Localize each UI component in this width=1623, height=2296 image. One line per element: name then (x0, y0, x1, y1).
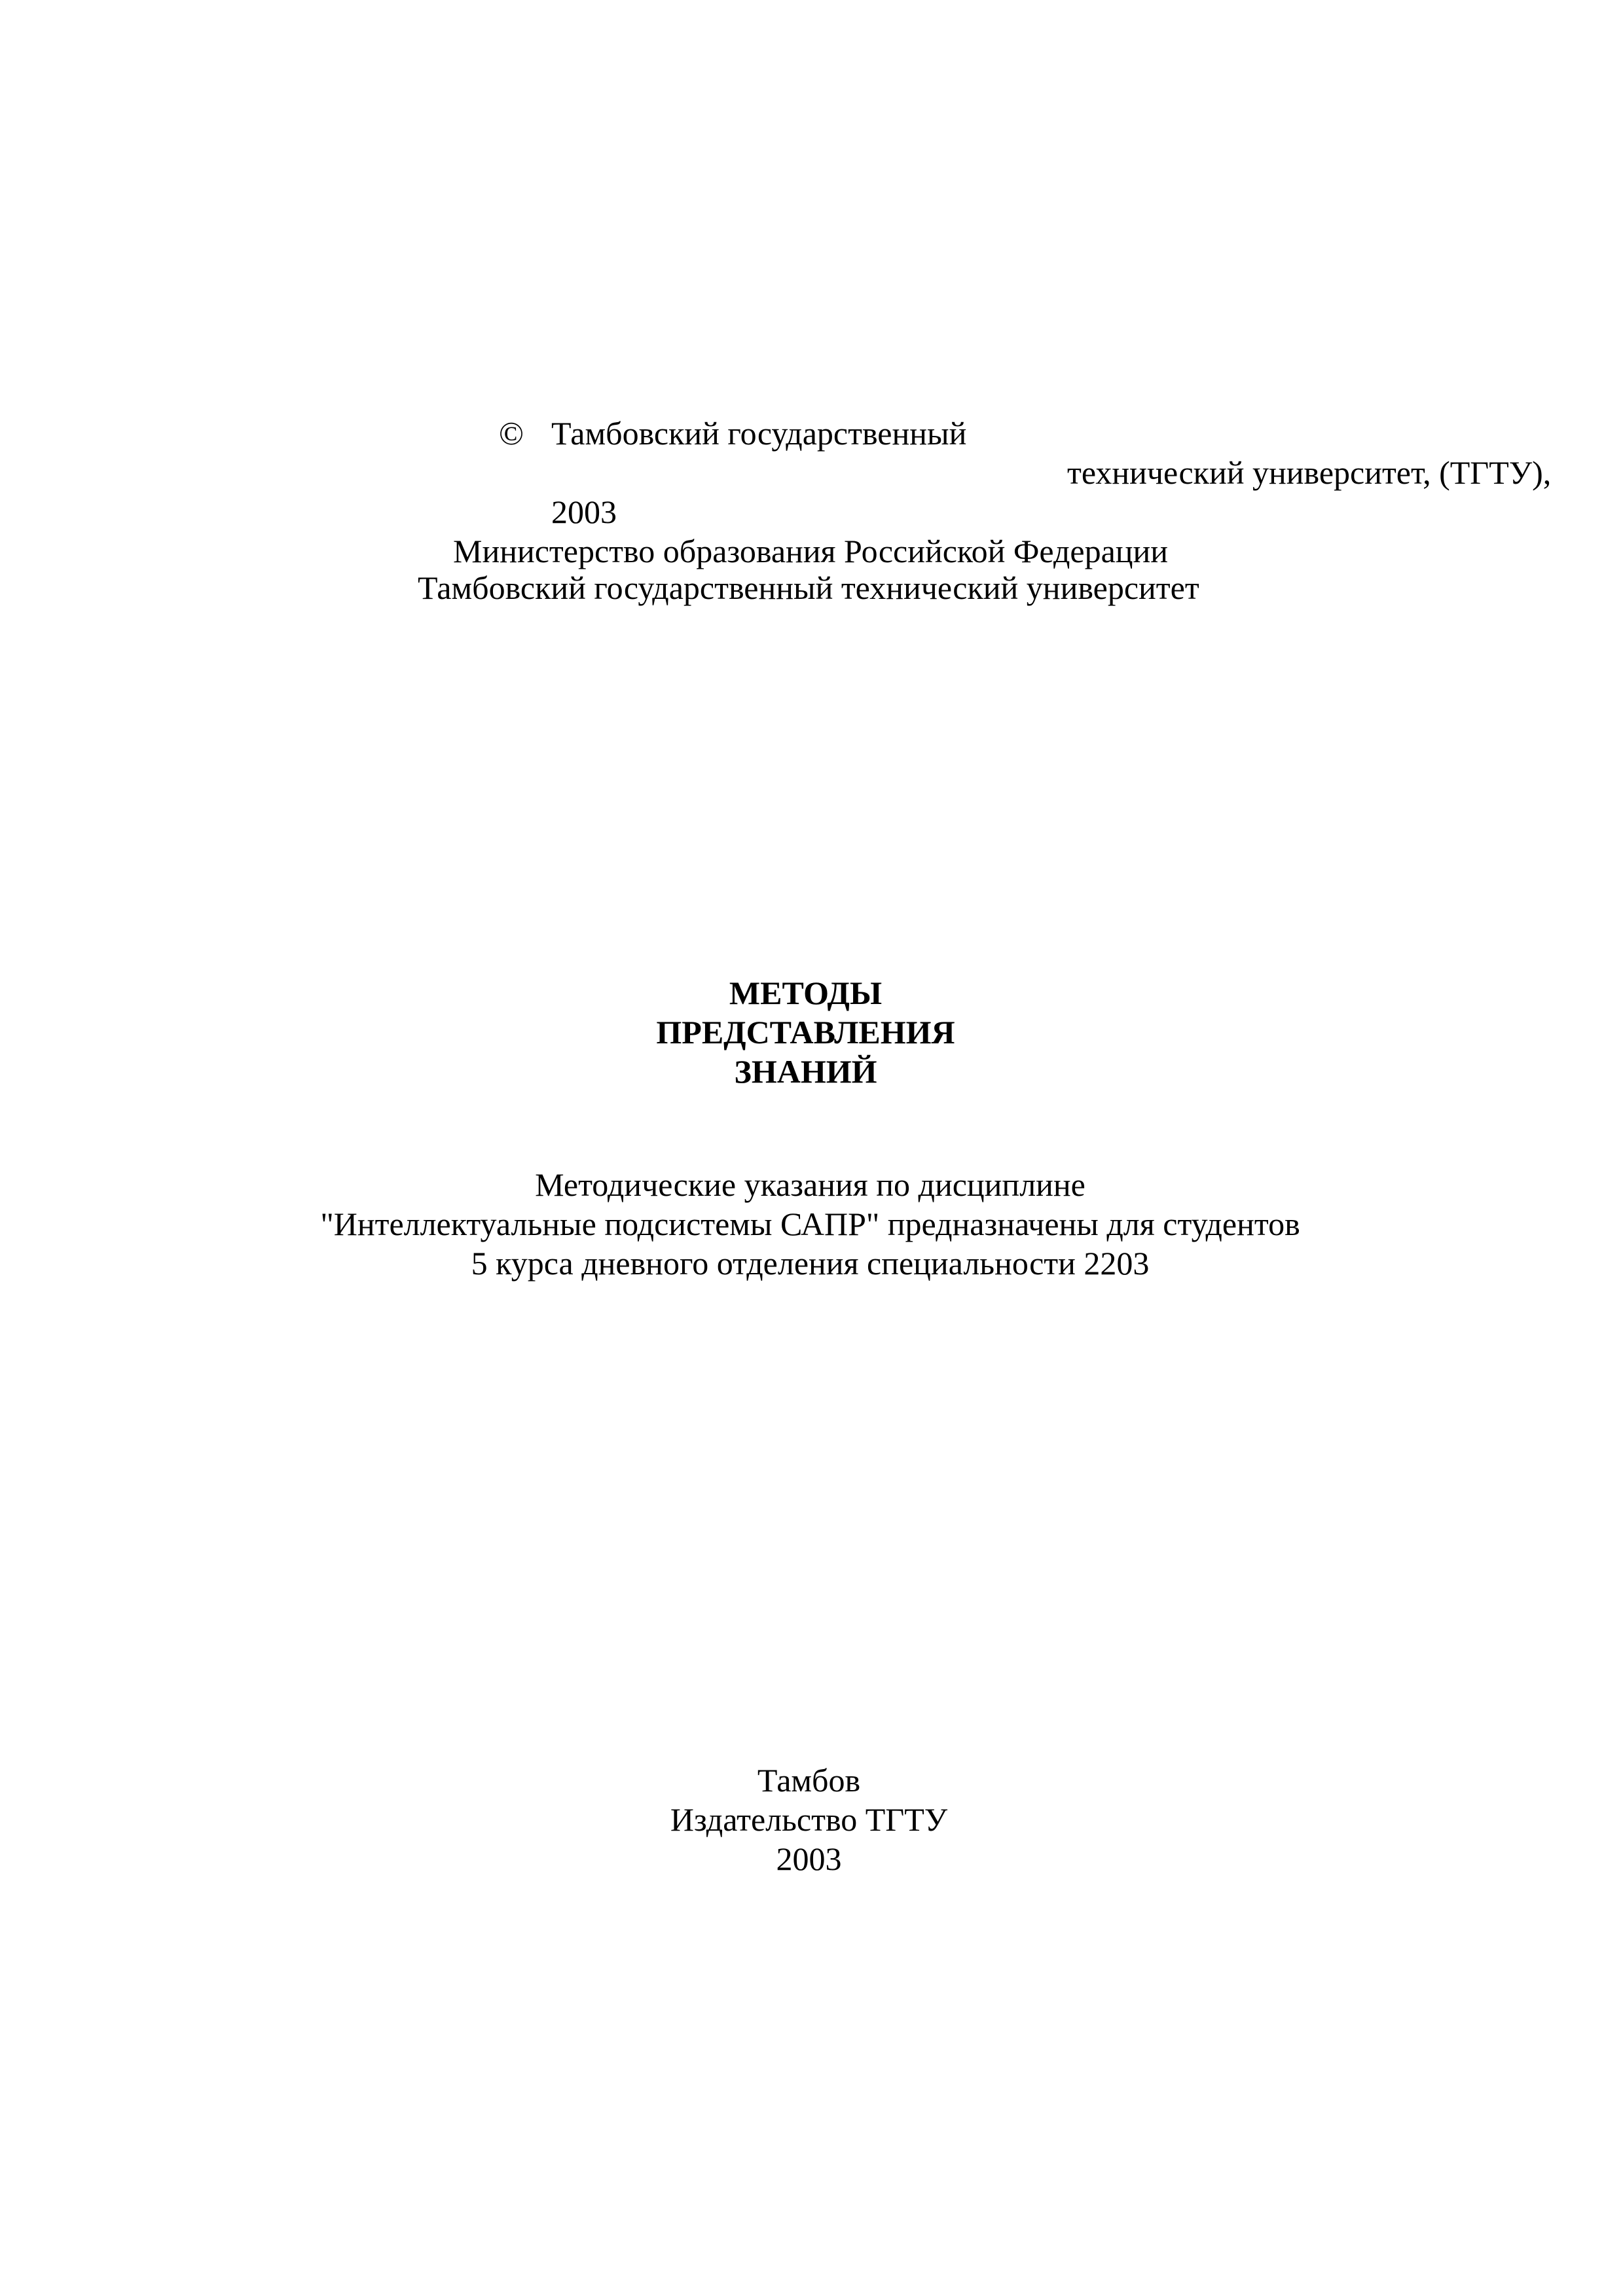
copyright-icon: © (499, 415, 524, 452)
copyright-line-1 (499, 414, 966, 453)
university-name: Тамбовский государственный технический университет (418, 569, 1199, 606)
copyright-holder-text: Тамбовский государственный (551, 415, 967, 452)
title-line-3: ЗНАНИЙ (734, 1053, 877, 1090)
description-line-2: "Интеллектуальные подсистемы САПР" предназначены для студентов (320, 1206, 1300, 1242)
title-line-1: МЕТОДЫ (729, 975, 883, 1011)
title-line-2: ПРЕДСТАВЛЕНИЯ (656, 1014, 955, 1050)
ministry-name: Министерство образования Российской Федерации (453, 533, 1169, 569)
imprint-publisher: Издательство ТГТУ (670, 1801, 948, 1838)
copyright-year: 2003 (551, 493, 617, 530)
imprint-year: 2003 (776, 1840, 842, 1877)
imprint-city: Тамбов (757, 1762, 861, 1799)
description-line-3: 5 курса дневного отделения специальности 2203 (471, 1245, 1150, 1282)
copyright-line-2: технический университет, (ТГТУ), (1067, 454, 1552, 491)
description-line-1: Методические указания по дисциплине (535, 1166, 1085, 1203)
